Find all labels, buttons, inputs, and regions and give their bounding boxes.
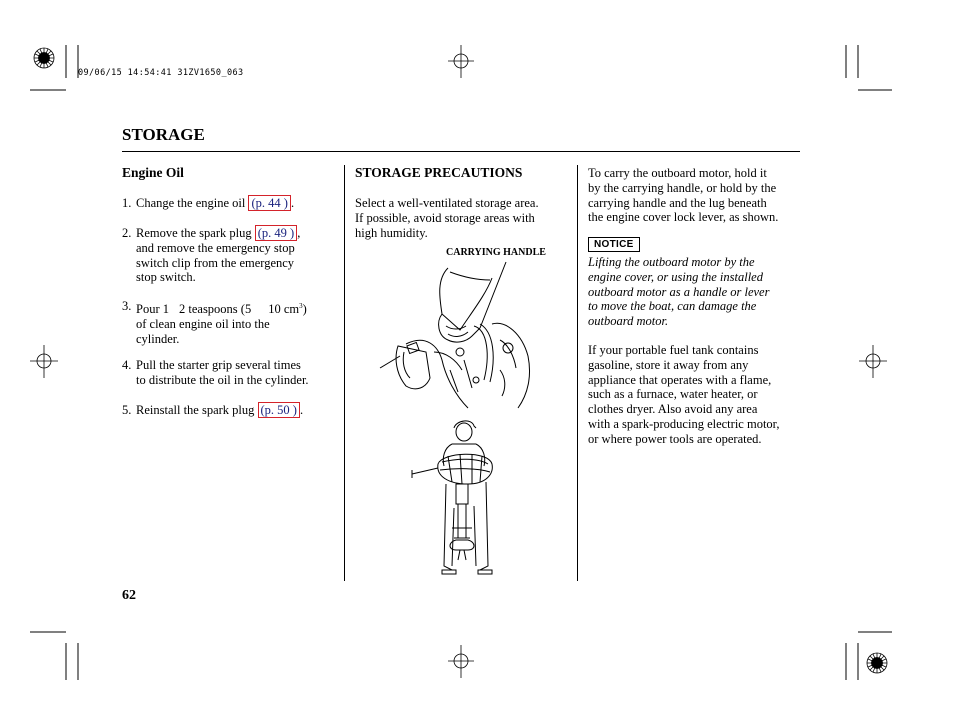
fuel-line-6: with a spark-producing electric motor, [588,416,780,431]
step-1-period: . [290,196,295,210]
step-1-text: Change the engine oil [136,196,249,210]
step-3-text-pour: Pour 1 [136,302,169,317]
column-divider-1 [344,165,345,581]
precaution-line-1: Select a well-ventilated storage area. [355,196,539,210]
notice-line-2: engine cover, or using the installed [588,269,763,284]
step-5-number: 5. [122,403,132,417]
step-2-number: 2. [122,226,132,240]
step-4 [122,358,342,390]
step-2-text-line4: stop switch. [136,270,196,285]
fuel-line-4: such as a furnace, water heater, or [588,387,758,402]
step-4-text-line1: Pull the starter grip several times [136,358,301,372]
step-2-text-line1: Remove the spark plug [136,226,255,240]
step-1-number: 1. [122,196,132,210]
carrying-handle-caption: CARRYING HANDLE [446,247,546,258]
precaution-line-2: If possible, avoid storage areas with [355,210,535,225]
fuel-line-1: If your portable fuel tank contains [588,343,759,357]
step-3-text-line2: of clean engine oil into the [136,316,270,331]
page-ref-44-link[interactable]: (p. 44 ) [248,195,290,211]
carry-line-3: carrying handle and the lug beneath [588,195,767,210]
notice-line-5: outboard motor. [588,314,669,329]
page-title: STORAGE [122,125,205,144]
storage-precautions-text [355,196,539,240]
step-2 [122,226,337,288]
notice-badge: NOTICE [588,237,640,252]
carry-line-4: the engine cover lock lever, as shown. [588,210,779,225]
page-ref-50-link[interactable]: (p. 50 ) [258,402,300,418]
step-2-text-line3: switch clip from the emergency [136,255,295,270]
engine-oil-heading: Engine Oil [122,165,184,180]
step-2-text-line2: and remove the emergency stop [136,240,295,255]
step-3-text-teaspoons: 2 teaspoons (5 [179,302,252,317]
step-4-text-line2: to distribute the oil in the cylinder. [136,372,309,387]
fuel-line-7: or where power tools are operated. [588,431,762,446]
notice-text [588,255,769,329]
storage-precautions-heading: STORAGE PRECAUTIONS [355,165,523,180]
step-3 [122,299,342,347]
page-number: 62 [122,588,136,603]
notice-line-1: Lifting the outboard motor by the [588,255,755,269]
step-3-text-cm: 10 cm [268,302,300,317]
carry-line-1: To carry the outboard motor, hold it [588,166,767,180]
notice-line-3: outboard motor as a handle or lever [588,284,770,299]
sunburst-mark-bottom [867,653,887,673]
step-5-text: Reinstall the spark plug [136,403,258,417]
title-rule [122,151,800,152]
step-2-comma: , [297,226,301,240]
step-3-superscript: 3 [299,302,303,310]
carry-line-2: by the carrying handle, or hold by the [588,180,777,195]
fuel-line-3: appliance that operates with a flame, [588,372,772,387]
sunburst-mark-top [34,48,54,68]
person-carrying-motor-illustration [408,418,528,583]
page-ref-49-link[interactable]: (p. 49 ) [255,225,297,241]
step-3-text-line3: cylinder. [136,331,180,346]
fuel-tank-warning [588,343,779,447]
step-5-period: . [299,403,304,417]
fuel-line-5: clothes dryer. Also avoid any area [588,402,758,417]
step-3-number: 3. [122,299,132,313]
notice-line-4: to move the boat, can damage the [588,299,757,314]
fuel-line-2: gasoline, store it away from any [588,357,749,372]
step-4-number: 4. [122,358,132,372]
carrying-handle-illustration [376,260,556,410]
column-divider-2 [577,165,578,581]
precaution-line-3: high humidity. [355,225,428,240]
print-stamp: 09/06/15 14:54:41 31ZV1650_063 [78,68,244,78]
carry-instructions [588,166,778,225]
step-3-close-paren: ) [302,302,307,317]
